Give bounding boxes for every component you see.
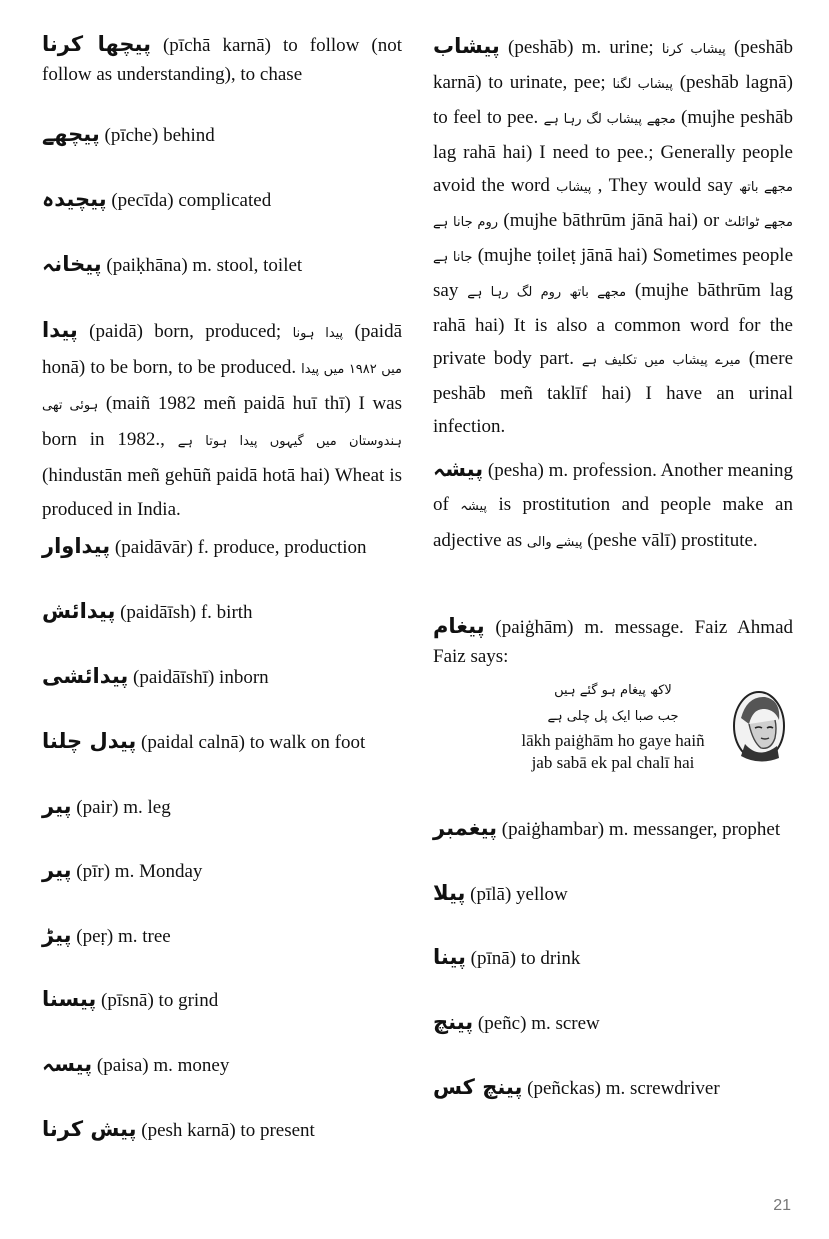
entry-text: (maiñ 1982 meñ paidā huī thī) I was born in 1982., — [42, 393, 403, 450]
entry-paidaish — [42, 597, 253, 627]
urdu-headword: پیدائش — [42, 599, 116, 623]
entry-text: (mujhe peshāb lag rahā hai) I need to pee.; Generally people avoid the word — [433, 107, 793, 196]
entry-pesh-karna — [42, 1115, 315, 1145]
entry-text: (pīchā karnā) to follow (not follow as understanding), to chase — [42, 35, 403, 85]
entry-text: (paidāīshī) inborn — [133, 667, 269, 688]
entry-text: (pesha) m. profession. Another meaning of — [433, 460, 794, 515]
urdu-headword: پیدا — [42, 318, 78, 342]
entry-text: (paidāīsh) f. birth — [120, 602, 253, 623]
entry-text: (mere peshāb meñ taklīf hai) I have an urinal infection. — [433, 348, 794, 437]
entry-text: (paidāvār) f. produce, production — [114, 537, 367, 558]
urdu-headword: پیشہ — [433, 457, 484, 481]
entry-text: (mujhe bāthrūm lag rahā hai) It is also a common word for the private body part. — [433, 280, 793, 369]
verse-urdu-line: جب صبا ایک پل چلی ہے — [547, 709, 679, 724]
entry-text: (peñc) m. screw — [477, 1013, 600, 1034]
urdu-headword: پیدل چلنا — [42, 729, 137, 753]
urdu-phrase: پیدا ہونا — [292, 326, 344, 341]
urdu-phrase: مجھے ٹوائلٹ جانا ہے — [433, 215, 794, 265]
entry-paidal-calna — [42, 727, 365, 757]
entry-text: (peshe vālī) prostitute. — [587, 530, 758, 551]
page-number: 21 — [773, 1197, 791, 1214]
urdu-headword: پیداوار — [42, 534, 111, 558]
verse-transliteration-line: jab sabā ek pal chalī hai — [531, 753, 695, 772]
urdu-phrase: مجھے باتھ روم لگ رہا ہے — [467, 285, 627, 300]
urdu-headword: پینچ — [433, 1010, 474, 1034]
entry-pila — [433, 879, 568, 909]
entry-text: (peshāb) m. urine; — [508, 37, 654, 58]
entry-text: (paiġhām) m. message. Faiz Ahmad Faiz says: — [433, 617, 794, 667]
entry-paikhana — [42, 250, 302, 280]
urdu-headword: پیچھے — [42, 122, 100, 146]
entry-text: (pīsnā) to grind — [101, 990, 219, 1011]
urdu-headword: پیغام — [433, 614, 485, 638]
urdu-headword: پیخانہ — [42, 252, 102, 276]
entry-text: (peñckas) m. screwdriver — [527, 1078, 720, 1099]
entry-peshab — [433, 30, 793, 443]
urdu-headword: پینا — [433, 945, 466, 969]
entry-paida — [42, 313, 402, 527]
entry-text: (paisa) m. money — [96, 1055, 230, 1076]
entry-pina — [433, 943, 580, 973]
urdu-phrase: پیشاب کرنا — [661, 42, 726, 57]
entry-paidavar — [42, 532, 367, 562]
entry-piche — [42, 120, 215, 150]
urdu-headword: پیدائشی — [42, 664, 129, 688]
urdu-phrase: پیشہ — [460, 499, 488, 514]
entry-text: , They would say — [597, 175, 733, 196]
entry-text: (paiḳhāna) m. stool, toilet — [106, 255, 303, 276]
urdu-headword: پیڑ — [42, 923, 72, 947]
entry-text: (pesh karnā) to present — [141, 1120, 315, 1141]
entry-paidaishi — [42, 662, 269, 692]
entry-pir — [42, 856, 202, 886]
entry-text: (pīlā) yellow — [470, 884, 568, 905]
faiz-portrait-image — [731, 688, 787, 764]
urdu-headword: پیر — [42, 858, 72, 882]
entry-picha-karna — [42, 30, 402, 89]
urdu-headword: پینچ کس — [433, 1075, 523, 1099]
entry-pisna — [42, 985, 218, 1015]
urdu-phrase: پیشے والی — [526, 535, 583, 550]
entry-text: (pīr) m. Monday — [76, 861, 203, 882]
entry-penckas — [433, 1073, 720, 1103]
entry-text: (paiġhambar) m. messanger, prophet — [501, 819, 781, 840]
entry-text: (hindustān meñ gehūñ paidā hotā hai) Wheat is produced in India. — [42, 465, 402, 520]
urdu-phrase: مجھے پیشاب لگ رہا ہے — [543, 112, 676, 127]
urdu-headword: پیش کرنا — [42, 1117, 137, 1141]
entry-text: (paidal calnā) to walk on foot — [141, 732, 366, 753]
verse-transliteration-line: lākh paiġhām ho gaye haiñ — [521, 731, 705, 750]
urdu-headword: پیر — [42, 794, 72, 818]
urdu-phrase: پیشاب — [556, 180, 592, 195]
entry-penc — [433, 1008, 600, 1038]
urdu-headword: پیغمبر — [433, 816, 498, 840]
entry-text: (paidā honā) to be born, to be produced. — [42, 321, 403, 378]
entry-text: (paidā) born, produced; — [89, 321, 282, 342]
entry-text: is prostitution and people make an adjective as — [433, 494, 793, 551]
urdu-phrase: مجھے باتھ روم جانا ہے — [433, 180, 794, 230]
urdu-headword: پیشاب — [433, 34, 500, 58]
verse-urdu-line: لاکھ پیغام ہو گئے ہیں — [554, 683, 672, 698]
entry-pecida — [42, 185, 271, 215]
entry-text: (mujhe bāthrūm jānā hai) or — [503, 210, 720, 231]
entry-paisa — [42, 1050, 229, 1080]
urdu-phrase: میرے پیشاب میں تکلیف ہے — [581, 353, 741, 368]
entry-per — [42, 921, 171, 951]
entry-text: (peshāb karnā) to urinate, pee; — [433, 37, 794, 93]
entry-pesha — [433, 452, 793, 560]
entry-text: (pīche) behind — [104, 125, 215, 146]
entry-paigham — [433, 612, 793, 671]
entry-pair — [42, 792, 171, 822]
urdu-headword: پیسنا — [42, 987, 97, 1011]
entry-text: (pecīda) complicated — [111, 190, 272, 211]
faiz-verse — [433, 678, 793, 774]
entry-text: (pīnā) to drink — [470, 948, 581, 969]
entry-text: (mujhe ṭoileṭ jānā hai) Sometimes people say — [433, 245, 794, 301]
entry-text: (pair) m. leg — [76, 797, 171, 818]
entry-text: (peshāb lagnā) to feel to pee. — [433, 72, 794, 128]
entry-text: (peṛ) m. tree — [76, 926, 171, 947]
urdu-headword: پیچھا کرنا — [42, 32, 151, 56]
urdu-phrase: پیشاب لگنا — [612, 77, 673, 92]
urdu-phrase: میں ۱۹۸۲ میں پیدا ہوئی تھی — [42, 362, 402, 413]
urdu-headword: پیلا — [433, 881, 466, 905]
entry-paighambar — [433, 814, 780, 844]
urdu-phrase: ہندوستان میں گیہوں پیدا ہوتا ہے — [177, 434, 402, 449]
urdu-headword: پیچیدہ — [42, 187, 107, 211]
urdu-headword: پیسہ — [42, 1052, 93, 1076]
